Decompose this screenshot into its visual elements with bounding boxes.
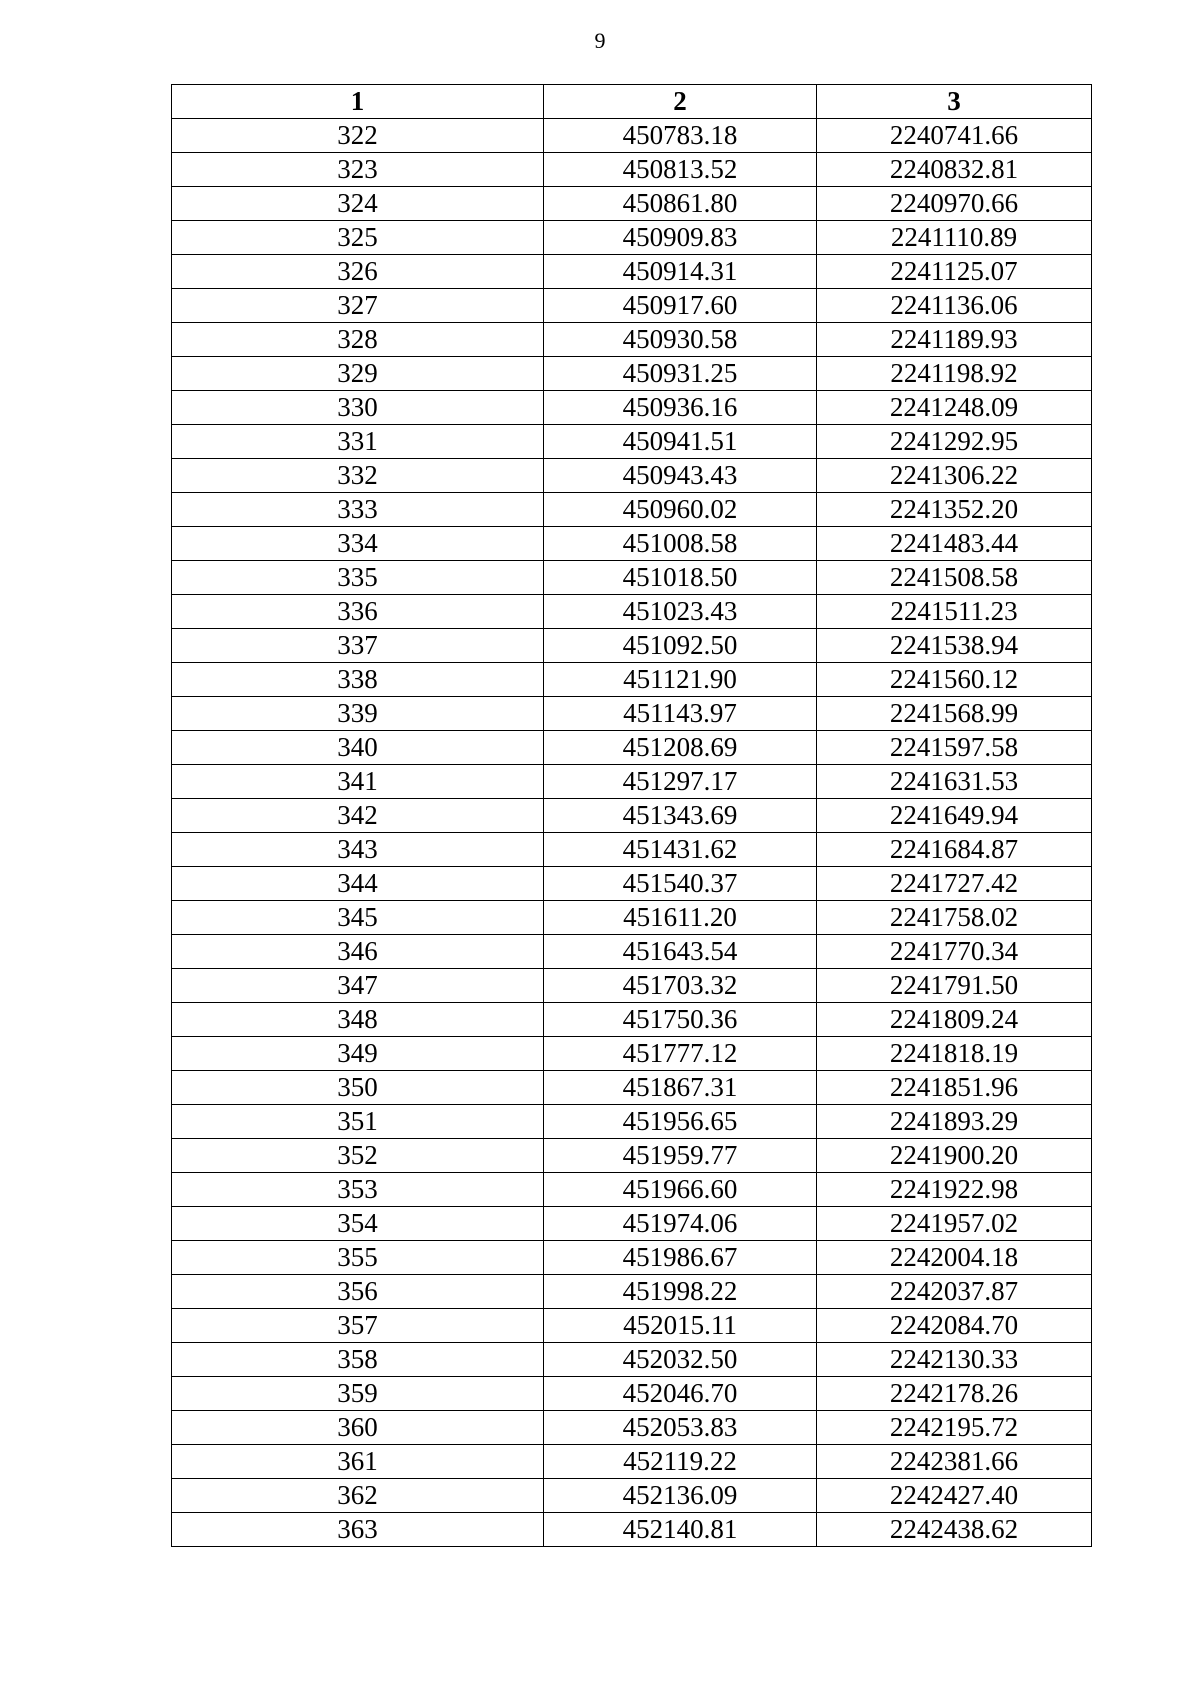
table-cell-col-2: 451986.67	[544, 1241, 817, 1275]
table-cell-col-1: 337	[172, 629, 544, 663]
table-row	[172, 1173, 1092, 1207]
table-row	[172, 255, 1092, 289]
table-cell-col-2: 450917.60	[544, 289, 817, 323]
table-cell-col-3: 2241597.58	[817, 731, 1092, 765]
table-row	[172, 153, 1092, 187]
table-cell-col-3: 2242427.40	[817, 1479, 1092, 1513]
table-row	[172, 799, 1092, 833]
table-cell-col-3: 2240832.81	[817, 153, 1092, 187]
table-cell-col-1: 335	[172, 561, 544, 595]
table-cell-col-2: 451611.20	[544, 901, 817, 935]
table-cell-col-3: 2241508.58	[817, 561, 1092, 595]
table-cell-col-2: 452119.22	[544, 1445, 817, 1479]
table-cell-col-3: 2241560.12	[817, 663, 1092, 697]
table-cell-col-1: 358	[172, 1343, 544, 1377]
table-row	[172, 425, 1092, 459]
table-cell-col-2: 451998.22	[544, 1275, 817, 1309]
page-number: 9	[594, 28, 606, 53]
table-row	[172, 1037, 1092, 1071]
table-row	[172, 629, 1092, 663]
table-cell-col-2: 452015.11	[544, 1309, 817, 1343]
header-cell-3: 3	[817, 85, 1092, 119]
table-cell-col-1: 349	[172, 1037, 544, 1071]
table-cell-col-1: 350	[172, 1071, 544, 1105]
table-cell-col-1: 357	[172, 1309, 544, 1343]
table-cell-col-3: 2240970.66	[817, 187, 1092, 221]
table-cell-col-2: 451008.58	[544, 527, 817, 561]
table-cell-col-3: 2241631.53	[817, 765, 1092, 799]
table-cell-col-3: 2240741.66	[817, 119, 1092, 153]
table-row	[172, 935, 1092, 969]
table-cell-col-1: 361	[172, 1445, 544, 1479]
table-cell-col-3: 2241198.92	[817, 357, 1092, 391]
table-cell-col-3: 2241791.50	[817, 969, 1092, 1003]
table-cell-col-1: 342	[172, 799, 544, 833]
table-cell-col-3: 2241568.99	[817, 697, 1092, 731]
table-cell-col-3: 2241125.07	[817, 255, 1092, 289]
table-cell-col-3: 2241809.24	[817, 1003, 1092, 1037]
table-cell-col-1: 328	[172, 323, 544, 357]
table-cell-col-3: 2241292.95	[817, 425, 1092, 459]
table-cell-col-2: 452136.09	[544, 1479, 817, 1513]
table-cell-col-1: 352	[172, 1139, 544, 1173]
table-cell-col-3: 2241818.19	[817, 1037, 1092, 1071]
table-cell-col-2: 451867.31	[544, 1071, 817, 1105]
header-cell-1: 1	[172, 85, 544, 119]
table-cell-col-3: 2241110.89	[817, 221, 1092, 255]
table-cell-col-2: 450941.51	[544, 425, 817, 459]
table-row	[172, 1377, 1092, 1411]
table-cell-col-2: 451974.06	[544, 1207, 817, 1241]
table-cell-col-3: 2241306.22	[817, 459, 1092, 493]
table-cell-col-2: 452140.81	[544, 1513, 817, 1547]
table-cell-col-1: 327	[172, 289, 544, 323]
table-row	[172, 493, 1092, 527]
table-cell-col-2: 451750.36	[544, 1003, 817, 1037]
table-row	[172, 1139, 1092, 1173]
table-cell-col-1: 348	[172, 1003, 544, 1037]
table-row	[172, 527, 1092, 561]
table-cell-col-3: 2241900.20	[817, 1139, 1092, 1173]
table-cell-col-1: 355	[172, 1241, 544, 1275]
table-cell-col-3: 2241922.98	[817, 1173, 1092, 1207]
table-cell-col-2: 450813.52	[544, 153, 817, 187]
table-row	[172, 391, 1092, 425]
table-cell-col-2: 451297.17	[544, 765, 817, 799]
table-cell-col-3: 2241352.20	[817, 493, 1092, 527]
table-cell-col-1: 338	[172, 663, 544, 697]
table-cell-col-1: 339	[172, 697, 544, 731]
table-body	[172, 119, 1092, 1547]
table-row	[172, 357, 1092, 391]
table-cell-col-1: 340	[172, 731, 544, 765]
table-cell-col-3: 2241483.44	[817, 527, 1092, 561]
table-row	[172, 1071, 1092, 1105]
table-row	[172, 1003, 1092, 1037]
table-cell-col-3: 2242037.87	[817, 1275, 1092, 1309]
table-cell-col-1: 326	[172, 255, 544, 289]
table-cell-col-2: 451643.54	[544, 935, 817, 969]
table-cell-col-2: 451431.62	[544, 833, 817, 867]
table-cell-col-3: 2242381.66	[817, 1445, 1092, 1479]
table-cell-col-1: 345	[172, 901, 544, 935]
table-cell-col-3: 2241684.87	[817, 833, 1092, 867]
table-cell-col-1: 344	[172, 867, 544, 901]
table-cell-col-2: 451208.69	[544, 731, 817, 765]
table-cell-col-1: 353	[172, 1173, 544, 1207]
table-cell-col-2: 450960.02	[544, 493, 817, 527]
table-row	[172, 1105, 1092, 1139]
table-cell-col-2: 450930.58	[544, 323, 817, 357]
table-row	[172, 1479, 1092, 1513]
table-cell-col-1: 343	[172, 833, 544, 867]
table-row	[172, 833, 1092, 867]
table-cell-col-1: 360	[172, 1411, 544, 1445]
table-cell-col-1: 347	[172, 969, 544, 1003]
table-cell-col-1: 322	[172, 119, 544, 153]
table-cell-col-2: 451777.12	[544, 1037, 817, 1071]
table-cell-col-1: 351	[172, 1105, 544, 1139]
table-cell-col-3: 2242084.70	[817, 1309, 1092, 1343]
table-cell-col-1: 323	[172, 153, 544, 187]
table-cell-col-2: 451121.90	[544, 663, 817, 697]
table-row	[172, 867, 1092, 901]
table-row	[172, 1309, 1092, 1343]
table-cell-col-2: 451092.50	[544, 629, 817, 663]
table-cell-col-2: 451959.77	[544, 1139, 817, 1173]
table-cell-col-2: 452053.83	[544, 1411, 817, 1445]
table-row	[172, 663, 1092, 697]
table-cell-col-2: 450909.83	[544, 221, 817, 255]
table-header	[172, 85, 1092, 119]
table-cell-col-2: 450931.25	[544, 357, 817, 391]
table-cell-col-2: 452046.70	[544, 1377, 817, 1411]
table-cell-col-2: 450943.43	[544, 459, 817, 493]
table-cell-col-1: 333	[172, 493, 544, 527]
table-cell-col-1: 346	[172, 935, 544, 969]
table-row	[172, 1411, 1092, 1445]
table-cell-col-3: 2241649.94	[817, 799, 1092, 833]
table-row	[172, 595, 1092, 629]
table-cell-col-1: 325	[172, 221, 544, 255]
table-cell-col-3: 2241189.93	[817, 323, 1092, 357]
header-cell-2: 2	[544, 85, 817, 119]
table-cell-col-1: 334	[172, 527, 544, 561]
table-row	[172, 1513, 1092, 1547]
table-row	[172, 731, 1092, 765]
table-row	[172, 1445, 1092, 1479]
table-cell-col-3: 2242438.62	[817, 1513, 1092, 1547]
table-cell-col-3: 2242130.33	[817, 1343, 1092, 1377]
table-cell-col-3: 2241770.34	[817, 935, 1092, 969]
table-row	[172, 119, 1092, 153]
table-cell-col-1: 332	[172, 459, 544, 493]
table-cell-col-1: 329	[172, 357, 544, 391]
table-cell-col-3: 2242004.18	[817, 1241, 1092, 1275]
table-cell-col-1: 359	[172, 1377, 544, 1411]
table-row	[172, 1275, 1092, 1309]
table-cell-col-3: 2241893.29	[817, 1105, 1092, 1139]
table-row	[172, 901, 1092, 935]
table-row	[172, 765, 1092, 799]
table-cell-col-1: 331	[172, 425, 544, 459]
table-cell-col-2: 450914.31	[544, 255, 817, 289]
table-cell-col-1: 354	[172, 1207, 544, 1241]
table-cell-col-2: 451540.37	[544, 867, 817, 901]
table-cell-col-2: 450783.18	[544, 119, 817, 153]
table-row	[172, 969, 1092, 1003]
table-cell-col-3: 2241248.09	[817, 391, 1092, 425]
table-row	[172, 1241, 1092, 1275]
table-cell-col-2: 452032.50	[544, 1343, 817, 1377]
table-cell-col-2: 451956.65	[544, 1105, 817, 1139]
table-row	[172, 289, 1092, 323]
table-cell-col-3: 2241851.96	[817, 1071, 1092, 1105]
table-row	[172, 561, 1092, 595]
coordinates-table	[171, 84, 1092, 1547]
table-cell-col-3: 2241727.42	[817, 867, 1092, 901]
table-cell-col-2: 451343.69	[544, 799, 817, 833]
table-cell-col-1: 336	[172, 595, 544, 629]
table-cell-col-3: 2241511.23	[817, 595, 1092, 629]
table-cell-col-1: 330	[172, 391, 544, 425]
table-cell-col-3: 2241957.02	[817, 1207, 1092, 1241]
table-row	[172, 459, 1092, 493]
table-cell-col-2: 451966.60	[544, 1173, 817, 1207]
table-cell-col-3: 2242195.72	[817, 1411, 1092, 1445]
table-cell-col-3: 2242178.26	[817, 1377, 1092, 1411]
table-cell-col-2: 451023.43	[544, 595, 817, 629]
table-row	[172, 1343, 1092, 1377]
table-cell-col-1: 324	[172, 187, 544, 221]
table-row	[172, 221, 1092, 255]
table-cell-col-1: 363	[172, 1513, 544, 1547]
table-cell-col-2: 451143.97	[544, 697, 817, 731]
table-row	[172, 697, 1092, 731]
table-cell-col-3: 2241136.06	[817, 289, 1092, 323]
table-cell-col-2: 450936.16	[544, 391, 817, 425]
table-cell-col-1: 356	[172, 1275, 544, 1309]
header-row	[172, 85, 1092, 119]
table-cell-col-3: 2241538.94	[817, 629, 1092, 663]
table-cell-col-2: 451703.32	[544, 969, 817, 1003]
table-cell-col-1: 341	[172, 765, 544, 799]
table-row	[172, 1207, 1092, 1241]
table-cell-col-2: 451018.50	[544, 561, 817, 595]
table-row	[172, 187, 1092, 221]
table-row	[172, 323, 1092, 357]
table-cell-col-1: 362	[172, 1479, 544, 1513]
table-cell-col-2: 450861.80	[544, 187, 817, 221]
table-cell-col-3: 2241758.02	[817, 901, 1092, 935]
